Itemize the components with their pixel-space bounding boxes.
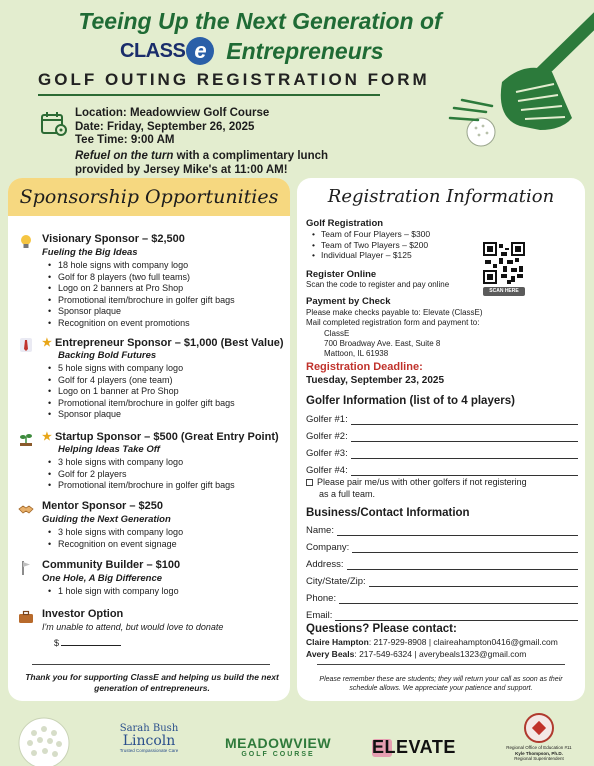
benefit-item: • 3 hole signs with company logo bbox=[48, 457, 235, 469]
roe-seal-icon bbox=[524, 713, 554, 743]
golf-options-list bbox=[312, 229, 430, 261]
benefit-list bbox=[48, 586, 179, 598]
benefit-item: • 5 hole signs with company logo bbox=[48, 363, 235, 375]
golfer-info-title: Golfer Information (list of to 4 players) bbox=[306, 395, 515, 407]
deadline-date: Tuesday, September 23, 2025 bbox=[306, 375, 445, 386]
title-entrepreneurs: Entrepreneurs bbox=[226, 37, 384, 64]
registration-card bbox=[297, 178, 585, 701]
qr-code-icon[interactable] bbox=[483, 242, 525, 284]
title-divider bbox=[38, 94, 380, 96]
sarah-bush-lincoln-logo: Sarah Bush Lincoln Trusted Compassionate Care bbox=[119, 723, 179, 753]
registration-heading: Registration Information bbox=[327, 186, 555, 207]
thank-you-note: Thank you for supporting ClassE and helping us build the next generation of entrepreneurs. bbox=[25, 672, 279, 693]
scan-here-button[interactable]: SCAN HERE bbox=[483, 287, 525, 296]
tier-tagline: Helping Ideas Take Off bbox=[58, 444, 160, 455]
classe-logo: CLASS e bbox=[120, 37, 214, 65]
tier-name: ★ Entrepreneur Sponsor – $1,000 (Best Value) bbox=[42, 337, 284, 349]
benefit-item: • Promotional item/brochure in golfer gift bags bbox=[48, 480, 235, 492]
benefit-item: • 18 hole signs with company logo bbox=[48, 260, 235, 272]
sponsorship-card bbox=[8, 178, 290, 701]
city-state-zip-field[interactable]: City/State/Zip: bbox=[306, 573, 578, 587]
benefit-item: • Promotional item/brochure in golfer gift bags bbox=[48, 398, 235, 410]
star-icon: ★ bbox=[42, 431, 52, 443]
tier-name: ★ Startup Sponsor – $500 (Great Entry Point) bbox=[42, 431, 279, 443]
register-online-text: Scan the code to register and pay online bbox=[306, 280, 450, 289]
company-field[interactable]: Company: bbox=[306, 539, 578, 553]
regional-office-logo: Regional Office of Education #11 Kyle Thompson, Ph.D. Regional Superintendent bbox=[494, 713, 584, 762]
pair-golfers-option[interactable]: Please pair me/us with other golfers if not registering as a full team. bbox=[306, 476, 576, 500]
form-title: GOLF OUTING REGISTRATION FORM bbox=[38, 70, 430, 89]
mail-instructions-text: Mail completed registration form and payment to: bbox=[306, 318, 480, 327]
tier-name: Visionary Sponsor – $2,500 bbox=[42, 233, 185, 245]
golf-option: • Individual Player – $125 bbox=[312, 250, 430, 261]
register-online-label: Register Online bbox=[306, 269, 377, 280]
benefit-item: • Logo on 1 banner at Pro Shop bbox=[48, 386, 235, 398]
phone-field[interactable]: Phone: bbox=[306, 590, 578, 604]
donation-line bbox=[61, 645, 121, 646]
student-note: Please remember these are students; they will return your call as soon as their schedule allows. We appreciate your patience and support. bbox=[319, 676, 563, 692]
tier-tagline: Guiding the Next Generation bbox=[42, 514, 171, 525]
title-line-1: Teeing Up the Next Generation of bbox=[78, 8, 442, 34]
golfer-2-field[interactable]: Golfer #2: bbox=[306, 428, 578, 442]
address-field[interactable]: Address: bbox=[306, 556, 578, 570]
contact-avery: Avery Beals: 217-549-6324 | averybeals1323@gmail.com bbox=[306, 649, 527, 659]
golf-ball-icon bbox=[18, 717, 70, 766]
golf-option: • Team of Two Players – $200 bbox=[312, 240, 430, 251]
benefit-item: • Sponsor plaque bbox=[48, 306, 235, 318]
benefit-list bbox=[48, 260, 235, 329]
donation-amount-field[interactable]: $ bbox=[54, 638, 121, 648]
deadline-label: Registration Deadline: bbox=[306, 361, 423, 373]
tier-name: Mentor Sponsor – $250 bbox=[42, 500, 164, 512]
payment-check-label: Payment by Check bbox=[306, 296, 391, 307]
business-info-title: Business/Contact Information bbox=[306, 507, 470, 519]
check-payable-text: Please make checks payable to: Elevate (ClassE) bbox=[306, 308, 483, 317]
benefit-item: • Golf for 8 players (two full teams) bbox=[48, 272, 235, 284]
briefcase-icon bbox=[18, 609, 34, 625]
handshake-icon bbox=[18, 501, 34, 517]
benefit-item: • Golf for 4 players (one team) bbox=[48, 375, 235, 387]
benefit-item: • Recognition on event signage bbox=[48, 539, 183, 551]
benefit-list bbox=[48, 457, 235, 492]
benefit-item: • Promotional item/brochure in golfer gift bags bbox=[48, 295, 235, 307]
event-date: Date: Friday, September 26, 2025 bbox=[75, 120, 255, 133]
elevate-logo: ELEVATE bbox=[372, 737, 456, 757]
mailing-address: ClassE 700 Broadway Ave. East, Suite 8 Mattoon, IL 61938 bbox=[324, 329, 441, 358]
tier-tagline: One Hole, A Big Difference bbox=[42, 573, 163, 584]
left-divider bbox=[32, 664, 270, 665]
benefit-list bbox=[48, 363, 235, 421]
tier-tagline: Backing Bold Futures bbox=[58, 350, 157, 361]
event-location: Location: Meadowview Golf Course bbox=[75, 107, 270, 119]
investor-text: I'm unable to attend, but would love to donate bbox=[42, 622, 224, 632]
golfer-3-field[interactable]: Golfer #3: bbox=[306, 445, 578, 459]
benefit-item: • Sponsor plaque bbox=[48, 409, 235, 421]
tier-name: Investor Option bbox=[42, 608, 124, 620]
meadowview-logo: MEADOWVIEW GOLF COURSE bbox=[224, 735, 332, 758]
benefit-item: • 3 hole signs with company logo bbox=[48, 527, 183, 539]
lightbulb-icon bbox=[18, 234, 34, 250]
benefit-item: • Recognition on event promotions bbox=[48, 318, 235, 330]
benefit-item: • 1 hole sign with company logo bbox=[48, 586, 179, 598]
necktie-icon bbox=[18, 337, 34, 353]
benefit-list bbox=[48, 527, 183, 550]
golfer-1-field[interactable]: Golfer #1: bbox=[306, 411, 578, 425]
golf-option: • Team of Four Players – $300 bbox=[312, 229, 430, 240]
title-line-2 bbox=[120, 36, 384, 66]
golf-club-icon bbox=[424, 0, 594, 175]
golf-registration-label: Golf Registration bbox=[306, 218, 384, 229]
sponsor-logos-footer bbox=[0, 707, 594, 766]
sprout-icon bbox=[18, 431, 34, 447]
benefit-item: • Golf for 2 players bbox=[48, 469, 235, 481]
tier-name: Community Builder – $100 bbox=[42, 559, 181, 571]
email-field[interactable]: Email: bbox=[306, 607, 578, 621]
event-tee-time: Tee Time: 9:00 AM bbox=[75, 134, 175, 146]
lunch-note: Refuel on the turn with a complimentary lunch provided by Jersey Mike's at 11:00 AM! bbox=[75, 150, 329, 176]
contact-claire: Claire Hampton: 217-929-8908 | claireahampton0416@gmail.com bbox=[306, 637, 558, 647]
benefit-item: • Logo on 2 banners at Pro Shop bbox=[48, 283, 235, 295]
name-field[interactable]: Name: bbox=[306, 522, 578, 536]
sponsorship-heading: Sponsorship Opportunities bbox=[8, 178, 290, 216]
calendar-location-icon bbox=[40, 110, 68, 138]
event-details bbox=[75, 107, 269, 148]
tier-tagline: Fueling the Big Ideas bbox=[42, 247, 138, 258]
questions-title: Questions? Please contact: bbox=[306, 623, 457, 635]
pair-checkbox[interactable] bbox=[306, 479, 313, 486]
star-icon: ★ bbox=[42, 337, 52, 349]
flag-icon bbox=[18, 560, 34, 576]
right-divider bbox=[317, 664, 565, 665]
golfer-4-field[interactable]: Golfer #4: bbox=[306, 462, 578, 476]
